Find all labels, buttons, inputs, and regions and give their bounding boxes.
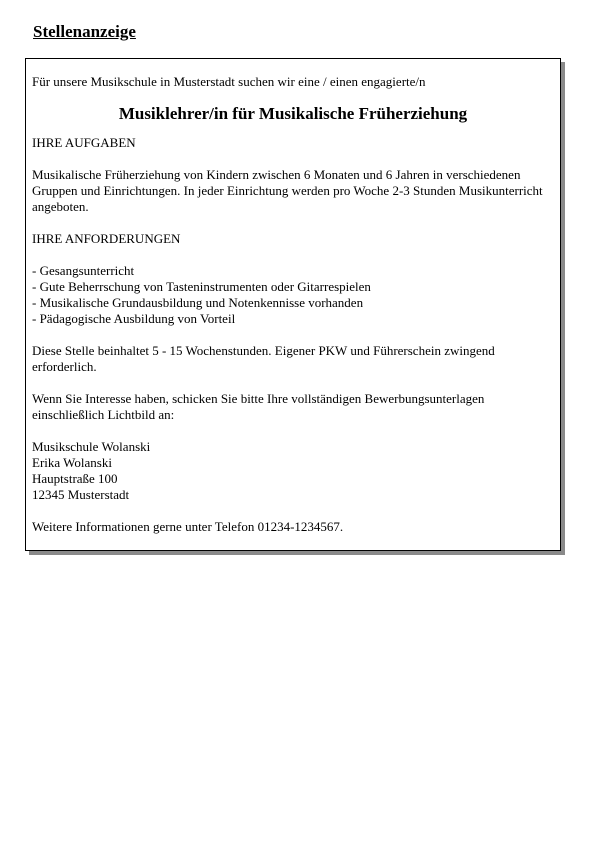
- intro-text: Für unsere Musikschule in Musterstadt suchen wir eine / einen engagierte/n: [32, 74, 426, 89]
- contact-street: Hauptstraße 100: [32, 471, 118, 486]
- tasks-heading: IHRE AUFGABEN: [32, 135, 136, 150]
- contact-city: 12345 Musterstadt: [32, 487, 130, 502]
- tasks-text: Musikalische Früherziehung von Kindern zwischen 6 Monaten und 6 Jahren in verschiedenen Gruppen und Einrichtungen. In jeder Einrichtung werden pro Woche 2-3 Stunden Musikunterricht angeboten.: [32, 167, 543, 214]
- requirements-list: [32, 263, 554, 327]
- contact-organization: Musikschule Wolanski: [32, 439, 151, 454]
- list-item: - Pädagogische Ausbildung von Vorteil: [32, 311, 236, 326]
- conditions-text: Diese Stelle beinhaltet 5 - 15 Wochenstunden. Eigener PKW und Führerschein zwingend erforderlich.: [32, 343, 495, 374]
- contact-address: [32, 439, 554, 503]
- list-item: - Gesangsunterricht: [32, 263, 135, 278]
- list-item: - Gute Beherrschung von Tasteninstrumenten oder Gitarrespielen: [32, 279, 371, 294]
- job-ad-box: [25, 58, 561, 551]
- application-text: Wenn Sie Interesse haben, schicken Sie bitte Ihre vollständigen Bewerbungsunterlagen einschließlich Lichtbild an:: [32, 391, 485, 422]
- page-title: Stellenanzeige: [33, 22, 136, 41]
- list-item: - Musikalische Grundausbildung und Notenkennisse vorhanden: [32, 295, 364, 310]
- job-title: Musiklehrer/in für Musikalische Früherziehung: [118, 104, 468, 123]
- info-text: Weitere Informationen gerne unter Telefon 01234-1234567.: [32, 519, 344, 534]
- contact-person: Erika Wolanski: [32, 455, 112, 470]
- requirements-heading: IHRE ANFORDERUNGEN: [32, 231, 181, 246]
